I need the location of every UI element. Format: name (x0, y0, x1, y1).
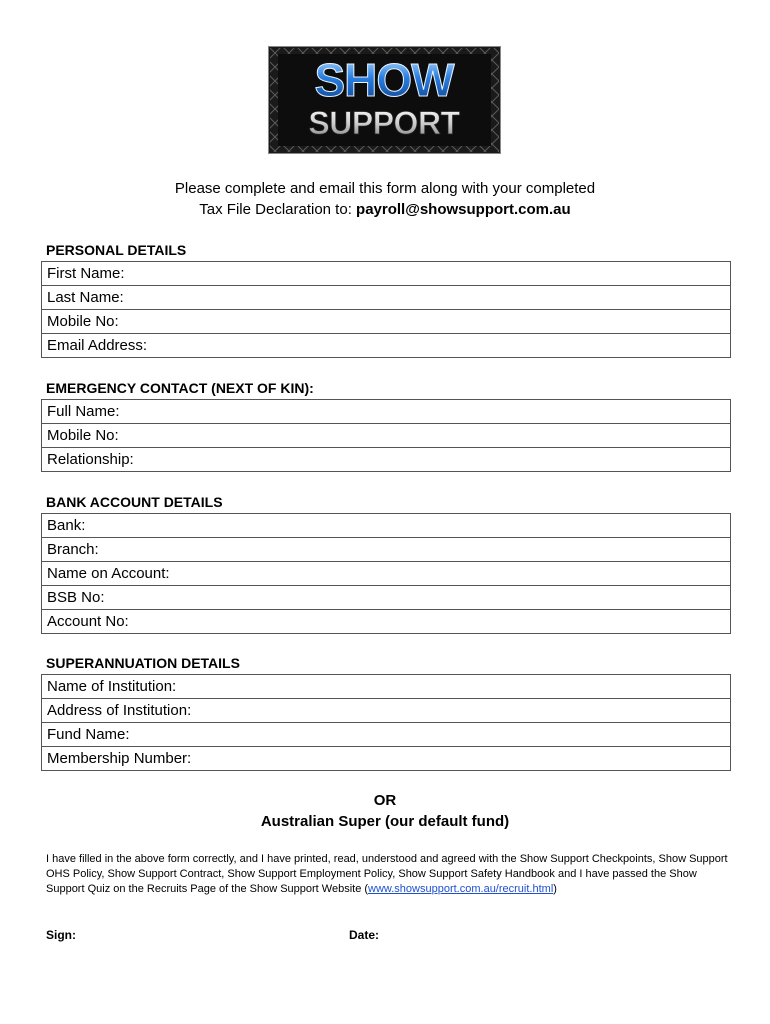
institution-name-field[interactable]: Name of Institution: (42, 675, 731, 699)
intro-line-2 (0, 199, 770, 220)
sign-label[interactable]: Sign: (46, 928, 76, 942)
show-support-logo (268, 46, 501, 154)
account-number-field[interactable]: Account No: (42, 610, 731, 634)
emergency-contact-heading: EMERGENCY CONTACT (NEXT OF KIN): (46, 380, 314, 396)
intro-line-2-prefix: Tax File Declaration to: (199, 201, 357, 218)
branch-field[interactable]: Branch: (42, 538, 731, 562)
default-fund-label: Australian Super (our default fund) (260, 813, 510, 830)
last-name-field[interactable]: Last Name: (42, 286, 731, 310)
personal-details-table (41, 261, 731, 358)
intro-line-1: Please complete and email this form along with your completed (174, 180, 596, 197)
name-on-account-field[interactable]: Name on Account: (42, 562, 731, 586)
declaration-body: I have filled in the above form correctly, and I have printed, read, understood and agreed with the Show Support Checkpoints, Show Support OHS Policy, Show Support Contract, Show Support Employment Policy, Show Support Safety Handbook and I have passed the Show Support Quiz on the Recruits Page of the Show Support Website ( (46, 853, 728, 895)
emergency-contact-table (41, 399, 731, 472)
bsb-field[interactable]: BSB No: (42, 586, 731, 610)
recruit-page-link[interactable]: www.showsupport.com.au/recruit.html (368, 883, 554, 895)
super-details-table (41, 674, 731, 771)
emergency-mobile-field[interactable]: Mobile No: (42, 424, 731, 448)
bank-field[interactable]: Bank: (42, 514, 731, 538)
declaration-text (46, 852, 736, 897)
mobile-field[interactable]: Mobile No: (42, 310, 731, 334)
or-label: OR (373, 792, 397, 809)
emergency-full-name-field[interactable]: Full Name: (42, 400, 731, 424)
super-details-heading: SUPERANNUATION DETAILS (46, 655, 240, 671)
bank-details-heading: BANK ACCOUNT DETAILS (46, 494, 223, 510)
fund-name-field[interactable]: Fund Name: (42, 723, 731, 747)
emergency-relationship-field[interactable]: Relationship: (42, 448, 731, 472)
first-name-field[interactable]: First Name: (42, 262, 731, 286)
date-label[interactable]: Date: (349, 928, 380, 942)
payroll-email: payroll@showsupport.com.au (356, 201, 571, 218)
declaration-suffix: ) (553, 883, 557, 895)
intro-text (0, 178, 770, 220)
or-block (0, 790, 770, 832)
logo-support-text: SUPPORT (308, 105, 460, 141)
personal-details-heading: PERSONAL DETAILS (46, 242, 187, 258)
institution-address-field[interactable]: Address of Institution: (42, 699, 731, 723)
bank-details-table (41, 513, 731, 634)
email-address-field[interactable]: Email Address: (42, 334, 731, 358)
logo-show-text: SHOW (314, 54, 454, 106)
membership-number-field[interactable]: Membership Number: (42, 747, 731, 771)
